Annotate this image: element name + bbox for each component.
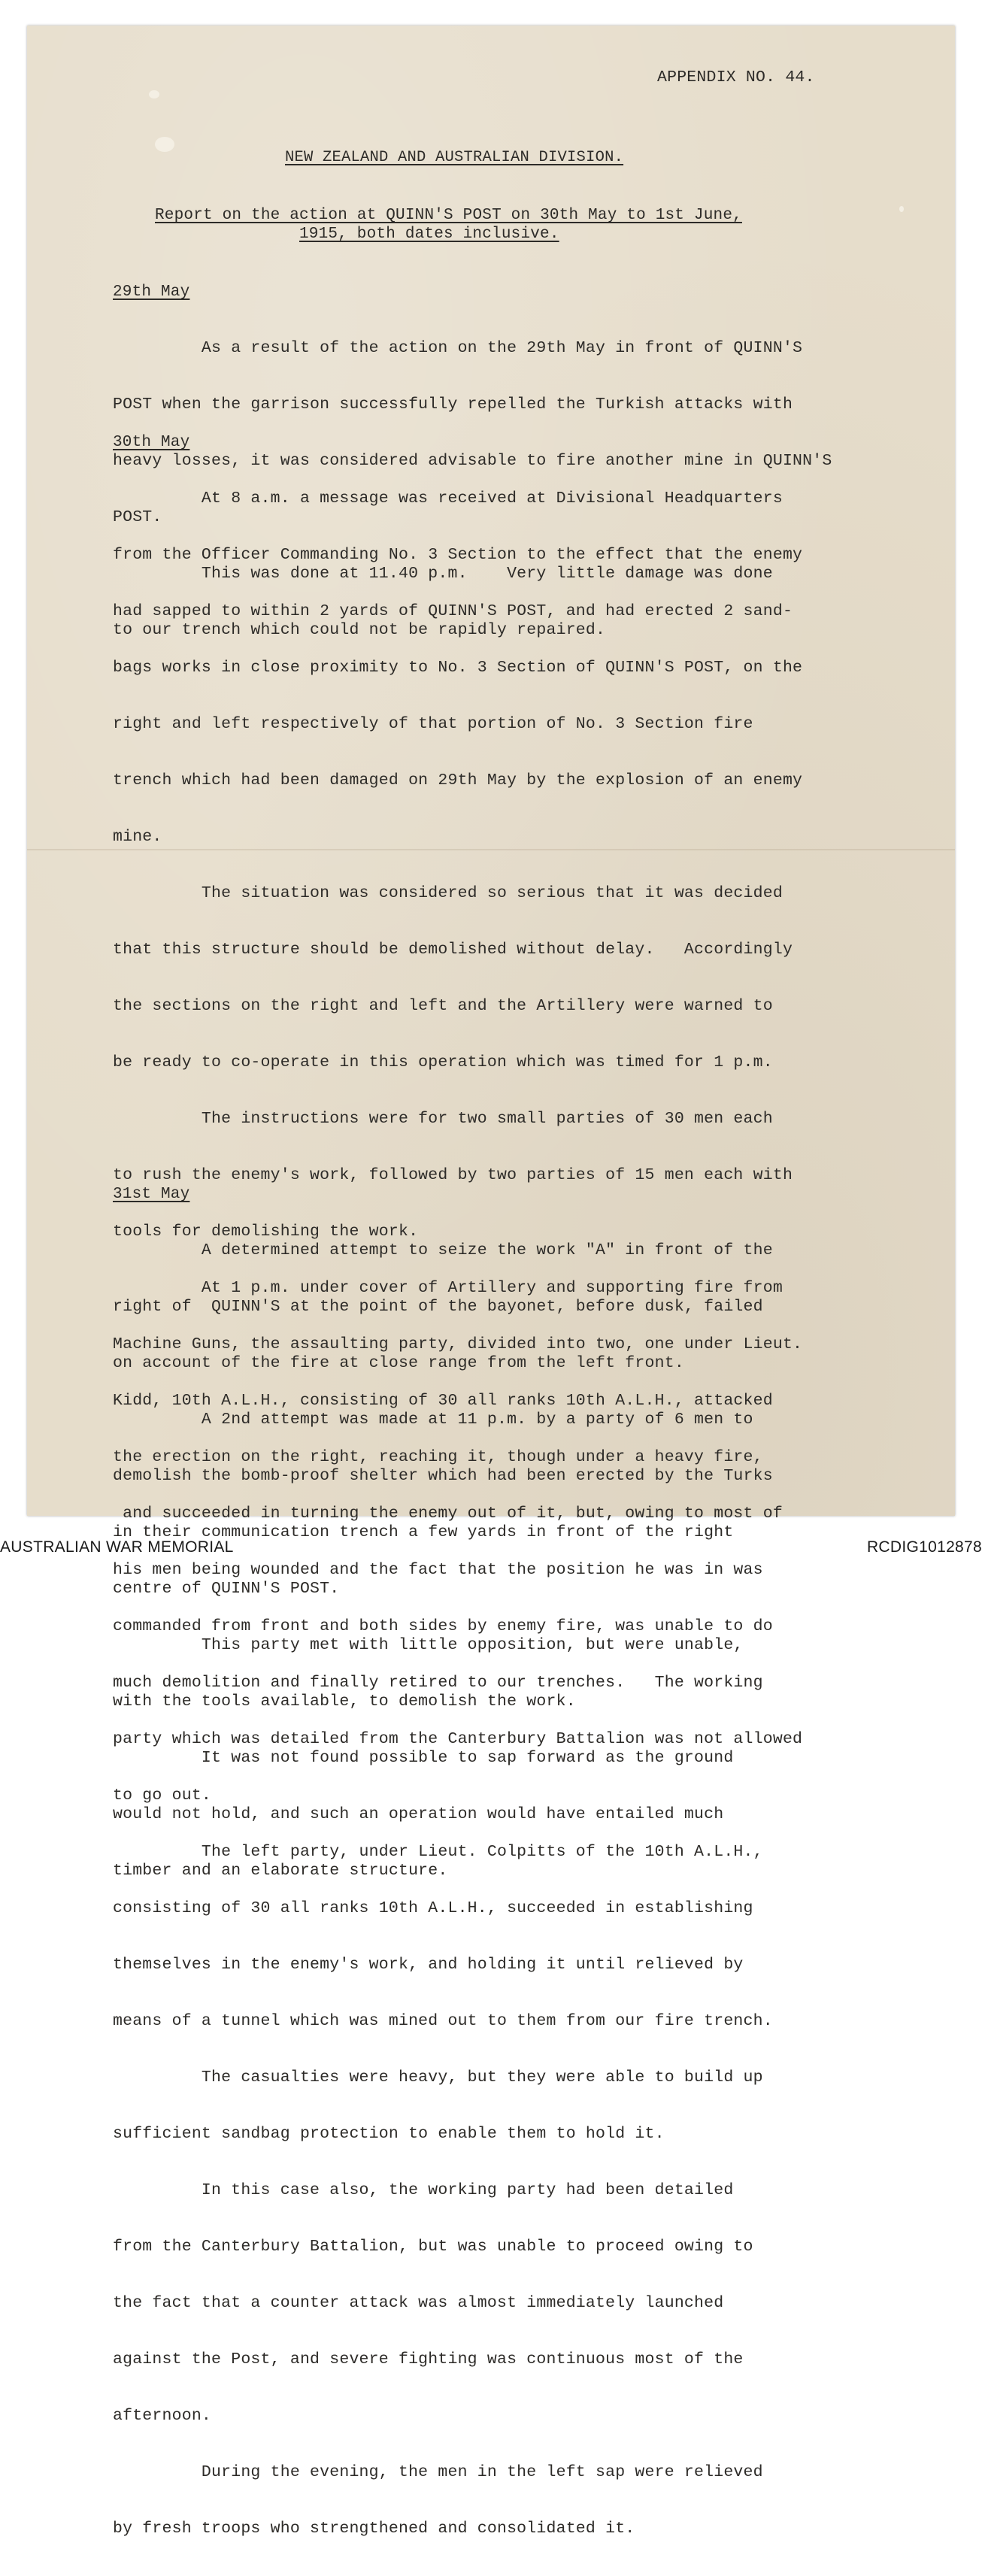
text-line: and succeeded in turning the enemy out of it, but, owing to most of xyxy=(113,1505,783,1523)
text-line: much demolition and finally retired to our trenches. The working xyxy=(113,1674,763,1692)
paper-damage-mark xyxy=(149,90,159,98)
text-line: mine. xyxy=(113,828,162,846)
appendix-number: APPENDIX NO. 44. xyxy=(657,68,815,86)
text-line: the fact that a counter attack was almost immediately launched xyxy=(113,2294,724,2312)
text-line: afternoon. xyxy=(113,2407,212,2425)
text-line: his men being wounded and the fact that the position he was in was xyxy=(113,1561,763,1579)
text-line: right of QUINN'S at the point of the bayonet, before dusk, failed xyxy=(113,1298,763,1316)
text-line: had sapped to within 2 yards of QUINN'S POST, and had erected 2 sand- xyxy=(113,602,793,620)
text-line: The left party, under Lieut. Colpitts of the 10th A.L.H., xyxy=(113,1843,763,1861)
section-heading-31-may: 31st May xyxy=(113,1186,190,1203)
section-heading-30-may: 30th May xyxy=(113,434,190,451)
text-line: to our trench which could not be rapidly repaired. xyxy=(113,621,606,639)
text-line: During the evening, the men in the left sap were relieved xyxy=(113,2463,763,2481)
section-heading-29-may: 29th May xyxy=(113,283,190,301)
archive-record-id: RCDIG1012878 xyxy=(866,1538,982,1556)
text-line: with the tools available, to demolish the work. xyxy=(113,1693,576,1711)
text-line: demolish the bomb-proof shelter which had been erected by the Turks xyxy=(113,1467,773,1485)
text-line: right and left respectively of that portion of No. 3 Section fire xyxy=(113,715,753,733)
text-line: It was not found possible to sap forward as the ground xyxy=(113,1749,734,1767)
text-line: This party met with little opposition, but were unable, xyxy=(113,1636,744,1654)
text-line: This was done at 11.40 p.m. Very little damage was done xyxy=(113,565,773,583)
text-line: from the Canterbury Battalion, but was unable to proceed owing to xyxy=(113,2238,753,2256)
text-line: In this case also, the working party had been detailed xyxy=(113,2181,734,2199)
text-line: themselves in the enemy's work, and holding it until relieved by xyxy=(113,1956,744,1974)
text-line: on account of the fire at close range from the left front. xyxy=(113,1354,684,1372)
section-body-31-may xyxy=(113,1204,773,1918)
text-line: tools for demolishing the work. xyxy=(113,1223,419,1241)
text-line: to go out. xyxy=(113,1787,212,1805)
division-title: NEW ZEALAND AND AUSTRALIAN DIVISION. xyxy=(285,149,624,166)
text-line: from the Officer Commanding No. 3 Section to the effect that the enemy xyxy=(113,546,803,564)
text-line: consisting of 30 all ranks 10th A.L.H., succeeded in establishing xyxy=(113,1899,753,1917)
text-line: The casualties were heavy, but they were able to build up xyxy=(113,2068,763,2087)
text-line: The instructions were for two small parties of 30 men each xyxy=(113,1110,773,1128)
paper-damage-mark xyxy=(899,206,904,212)
text-line: be ready to co-operate in this operation which was timed for 1 p.m. xyxy=(113,1053,773,1071)
text-line: to rush the enemy's work, followed by two parties of 15 men each with xyxy=(113,1166,793,1184)
text-line: against the Post, and severe fighting was continuous most of the xyxy=(113,2350,744,2368)
text-line: bags works in close proximity to No. 3 Section of QUINN'S POST, on the xyxy=(113,659,803,677)
text-line: Kidd, 10th A.L.H., consisting of 30 all ranks 10th A.L.H., attacked xyxy=(113,1392,773,1410)
text-line: the sections on the right and left and the Artillery were warned to xyxy=(113,997,773,1015)
text-line: that this structure should be demolished without delay. Accordingly xyxy=(113,941,793,959)
text-line: The situation was considered so serious that it was decided xyxy=(113,884,783,902)
text-line: party which was detailed from the Canterbury Battalion was not allowed xyxy=(113,1730,803,1748)
text-line: A determined attempt to seize the work "A" in front of the xyxy=(113,1241,773,1259)
text-line: by fresh troops who strengthened and consolidated it. xyxy=(113,2520,635,2538)
report-subject-line-2: 1915, both dates inclusive. xyxy=(299,226,559,243)
text-line: POST when the garrison successfully repelled the Turkish attacks with xyxy=(113,395,793,414)
text-line: would not hold, and such an operation would have entailed much xyxy=(113,1805,724,1823)
text-line: trench which had been damaged on 29th May by the explosion of an enemy xyxy=(113,771,803,789)
text-line: Machine Guns, the assaulting party, divided into two, one under Lieut. xyxy=(113,1335,803,1353)
text-line: in their communication trench a few yards in front of the right xyxy=(113,1523,734,1541)
text-line: sufficient sandbag protection to enable them to hold it. xyxy=(113,2125,665,2143)
text-line: A 2nd attempt was made at 11 p.m. by a party of 6 men to xyxy=(113,1411,753,1429)
text-line: heavy losses, it was considered advisable to fire another mine in QUINN'S xyxy=(113,452,832,470)
text-line: At 8 a.m. a message was received at Divisional Headquarters xyxy=(113,489,783,508)
archive-credit: AUSTRALIAN WAR MEMORIAL xyxy=(0,1538,234,1556)
text-line: commanded from front and both sides by enemy fire, was unable to do xyxy=(113,1617,773,1635)
text-line: As a result of the action on the 29th May in front of QUINN'S xyxy=(113,339,803,357)
text-line: the erection on the right, reaching it, though under a heavy fire, xyxy=(113,1448,763,1466)
text-line: means of a tunnel which was mined out to them from our fire trench. xyxy=(113,2012,773,2030)
report-subject-line-1: Report on the action at QUINN'S POST on 30th May to 1st June, xyxy=(155,207,742,224)
text-line: centre of QUINN'S POST. xyxy=(113,1580,340,1598)
text-line: timber and an elaborate structure. xyxy=(113,1862,448,1880)
text-line: POST. xyxy=(113,508,162,526)
paper-damage-mark xyxy=(155,137,174,152)
text-line: At 1 p.m. under cover of Artillery and supporting fire from xyxy=(113,1279,783,1297)
